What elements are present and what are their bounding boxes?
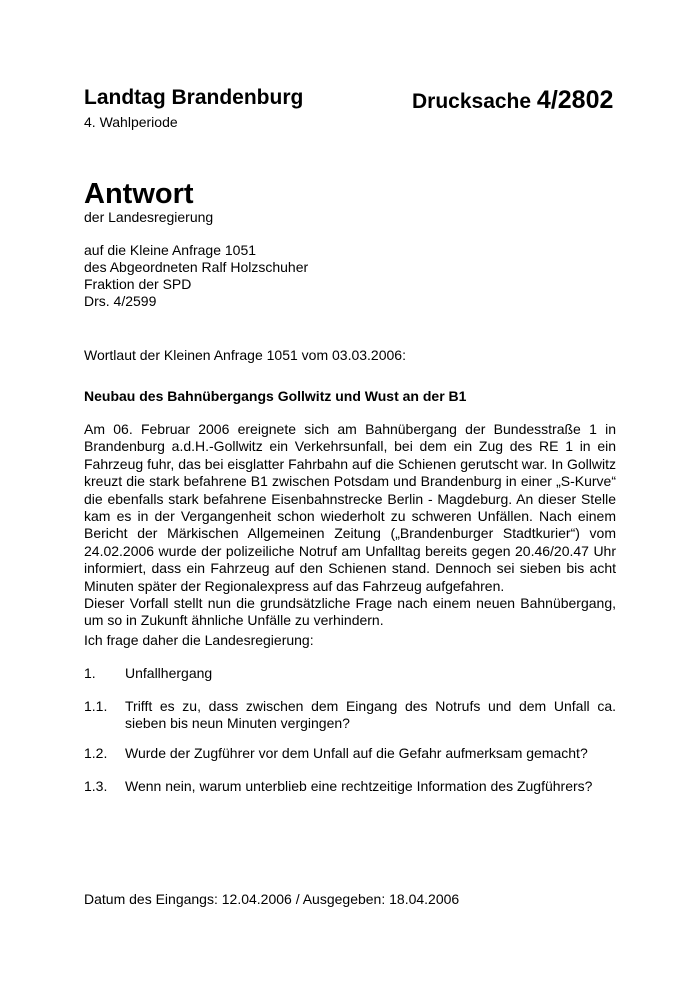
- question-number: 1.1.: [84, 698, 108, 714]
- question-text: Trifft es zu, dass zwischen dem Eingang des Notrufs und dem Unfall ca. sieben bis neun Minuten vergingen?: [125, 698, 616, 732]
- reference-line: des Abgeordneten Ralf Holzschuher: [84, 259, 309, 275]
- inquiry-paragraph: Am 06. Februar 2006 ereignete sich am Bahnübergang der Bundesstraße 1 in Brandenburg a.d.H.-Gollwitz ein Verkehrsunfall, bei dem ein Zug des RE 1 in ein Fahrzeug fuhr, das bei eisglatter Fahrbahn auf die Schienen gerutscht war. In Gollwitz kreuzt die stark befahrene B1 zwischen Potsdam und Brandenburg in einer „S-Kurve“ die ebenfalls stark befahrene Eisenbahnstrecke Berlin - Magdeburg. An dieser Stelle kam es in der Vergangenheit schon wiederholt zu schweren Unfällen. Nach einem Bericht der Märkischen Allgemeinen Zeitung („Brandenburger Stadtkurier“) vom 24.02.2006 wurde der polizeiliche Notruf am Unfalltag bereits gegen 20.46/20.47 Uhr informiert, dass ein Fahrzeug auf den Schienen stand. Dennoch sei sieben bis acht Minuten später der Regionalexpress auf das Fahrzeug aufgefahren.: [84, 421, 616, 594]
- document-number: 4/2802: [536, 86, 614, 114]
- question-item: [84, 665, 616, 682]
- inquiry-intro: Wortlaut der Kleinen Anfrage 1051 vom 03.03.2006:: [84, 347, 406, 363]
- document-number-label: [412, 86, 613, 115]
- question-text: Unfallhergang: [125, 665, 213, 681]
- question-number: 1.3.: [84, 778, 108, 794]
- document-label: Drucksache: [412, 90, 532, 113]
- answer-title: Antwort: [84, 178, 194, 210]
- question-item: [84, 698, 616, 733]
- answer-subtitle: der Landesregierung: [84, 209, 214, 225]
- parliament-name: Landtag Brandenburg: [84, 86, 304, 109]
- question-item: [84, 778, 616, 795]
- question-intro: Ich frage daher die Landesregierung:: [84, 632, 314, 648]
- question-text: Wurde der Zugführer vor dem Unfall auf die Gefahr aufmerksam gemacht?: [125, 745, 588, 761]
- inquiry-subject: Neubau des Bahnübergangs Gollwitz und Wust an der B1: [84, 388, 467, 404]
- reference-line: Drs. 4/2599: [84, 293, 157, 309]
- legislative-period: 4. Wahlperiode: [84, 114, 178, 130]
- inquiry-paragraph: Dieser Vorfall stellt nun die grundsätzliche Frage nach einem neuen Bahnübergang, um so in Zukunft ähnliche Unfälle zu verhindern.: [84, 595, 616, 629]
- reference-line: auf die Kleine Anfrage 1051: [84, 242, 257, 258]
- reference-line: Fraktion der SPD: [84, 276, 192, 292]
- receipt-dates: Datum des Eingangs: 12.04.2006 / Ausgegeben: 18.04.2006: [84, 891, 460, 907]
- inquiry-body: [84, 421, 616, 630]
- question-text: Wenn nein, warum unterblieb eine rechtzeitige Information des Zugführers?: [125, 778, 593, 794]
- reference-block: [84, 242, 308, 310]
- question-number: 1.: [84, 665, 96, 681]
- question-number: 1.2.: [84, 745, 108, 761]
- question-item: [84, 745, 616, 762]
